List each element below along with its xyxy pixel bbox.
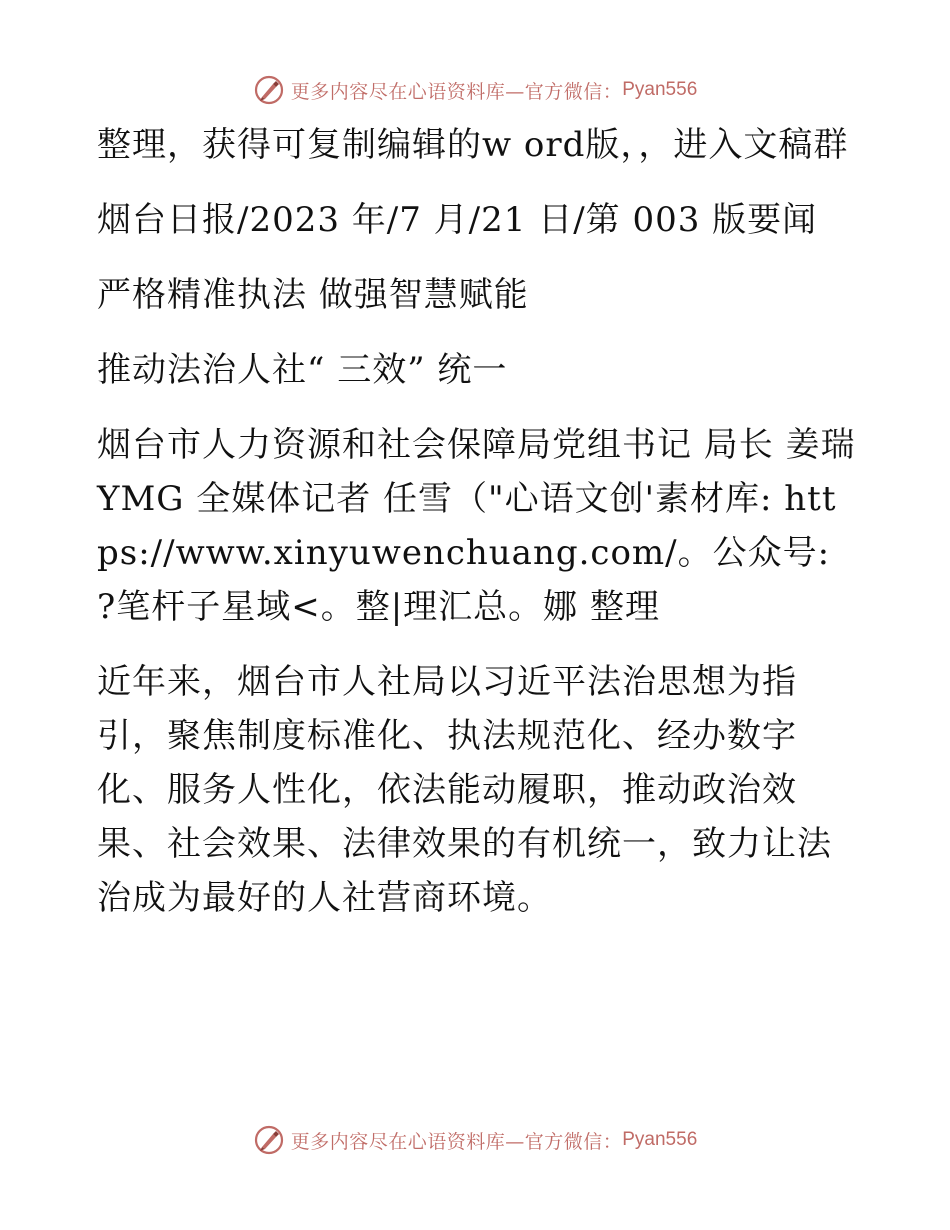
paragraph-byline: 烟台市人力资源和社会保障局党组书记 局长 姜瑞 YMG 全媒体记者 任雪（"心语文创'素材库: https://www.xinyuwenchuang.com/。公众号: ?笔杆子星域<。整|理汇总。娜 整理 — [97, 425, 856, 627]
banner-wechat-handle: Pyan556 — [622, 1129, 698, 1150]
paragraph-source-line: 烟台日报/2023 年/7 月/21 日/第 003 版要闻 — [97, 200, 818, 240]
pen-logo-icon — [253, 1124, 285, 1156]
paragraph-headline-2: 推动法治人社“ 三效” 统一 — [97, 350, 508, 390]
document-body — [97, 118, 857, 946]
paragraph-intro-note: 整理，获得可复制编辑的w ord版，，进入文稿群 — [97, 125, 849, 165]
paragraph-body: 近年来，烟台市人社局以习近平法治思想为指引，聚焦制度标准化、执法规范化、经办数字化、服务人性化，依法能动履职，推动政治效果、社会效果、法律效果的有机统一，致力让法治成为最好的人社营商环境。 — [97, 662, 832, 918]
banner-text: 更多内容尽在心语资料库—官方微信： — [290, 80, 623, 103]
paragraph-headline-1: 严格精准执法 做强智慧赋能 — [97, 275, 529, 315]
header-watermark-banner — [0, 70, 950, 110]
footer-watermark-banner — [0, 1120, 950, 1160]
banner-wechat-handle: Pyan556 — [622, 79, 698, 100]
banner-text: 更多内容尽在心语资料库—官方微信： — [290, 1130, 623, 1153]
pen-logo-icon — [253, 74, 285, 106]
